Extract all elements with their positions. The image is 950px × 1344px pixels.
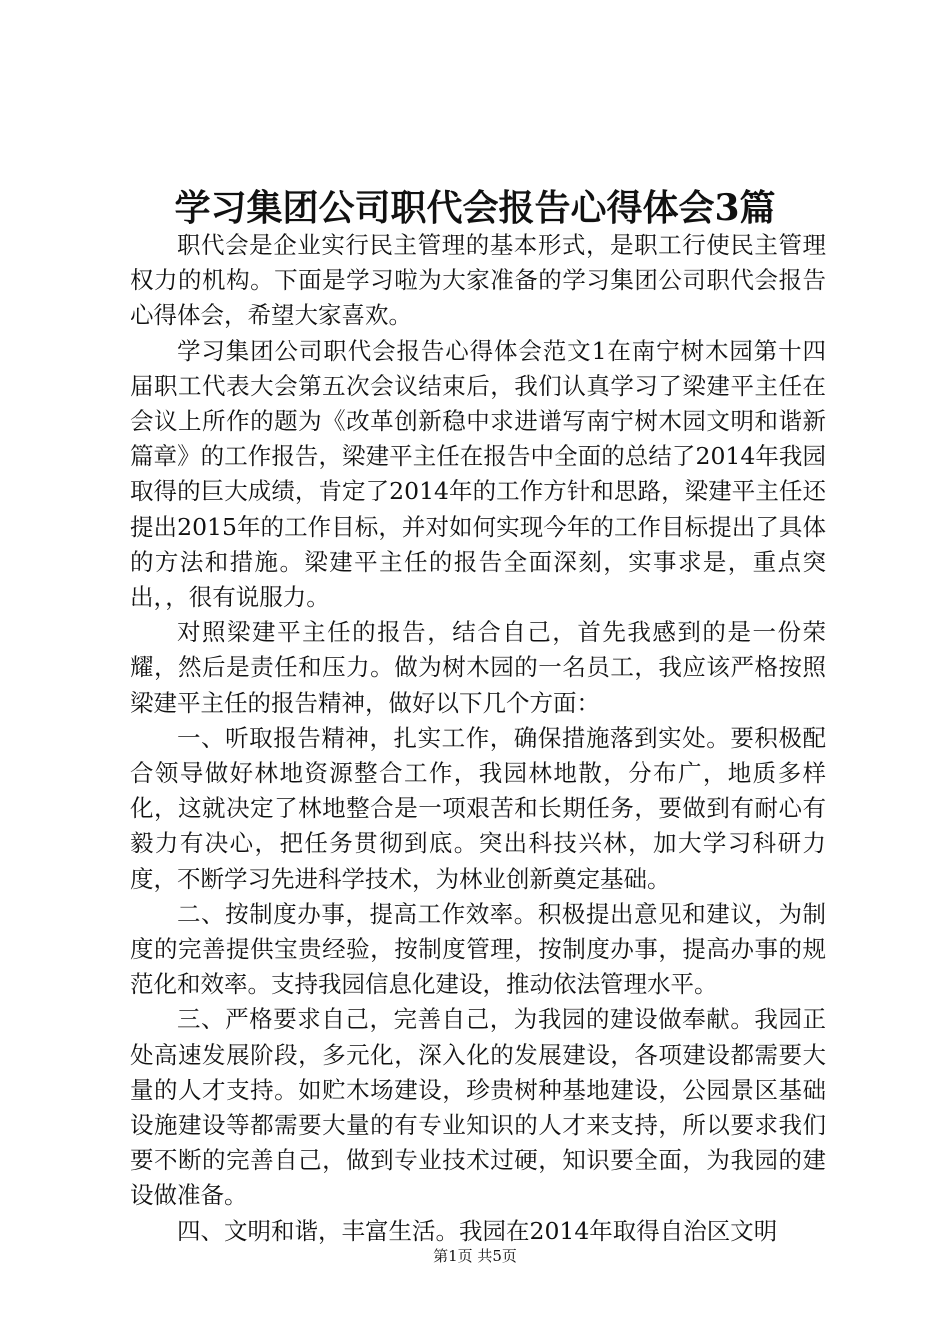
paragraph-essay-1: 学习集团公司职代会报告心得体会范文1在南宁树木园第十四届职工代表大会第五次会议结束后，我们认真学习了梁建平主任在会议上所作的题为《改革创新稳中求进谱写南宁树木园文明和谐新篇章》的工作报告，梁建平主任在报告中全面的总结了2014年我园取得的巨大成绩，肯定了2014年的工作方针和思路，梁建平主任还提出2015年的工作目标，并对如何实现今年的工作目标提出了具体的方法和措施。梁建平主任的报告全面深刻，实事求是，重点突出，，很有说服力。 xyxy=(130,336,826,612)
paragraph-point-2: 二、按制度办事，提高工作效率。积极提出意见和建议，为制度的完善提供宝贵经验，按制度管理，按制度办事，提高办事的规范化和效率。支持我园信息化建设，推动依法管理水平。 xyxy=(130,899,826,999)
document-body xyxy=(130,228,826,1249)
paragraph-intro: 职代会是企业实行民主管理的基本形式，是职工行使民主管理权力的机构。下面是学习啦为大家准备的学习集团公司职代会报告心得体会，希望大家喜欢。 xyxy=(130,231,826,330)
page-total: 共5页 xyxy=(477,1247,517,1265)
document-title: 学习集团公司职代会报告心得体会3篇 xyxy=(174,187,776,230)
paragraph-point-3: 三、严格要求自己，完善自己，为我园的建设做奉献。我园正处高速发展阶段，多元化，深入化的发展建设，各项建设都需要大量的人才支持。如贮木场建设，珍贵树种基地建设，公园景区基础设施建设等都需要大量的有专业知识的人才来支持，所以要求我们要不断的完善自己，做到专业技术过硬，知识要全面，为我园的建设做准备。 xyxy=(130,1005,826,1210)
paragraph-point-1: 一、听取报告精神，扎实工作，确保措施落到实处。要积极配合领导做好林地资源整合工作，我园林地散，分布广，地质多样化，这就决定了林地整合是一项艰苦和长期任务，要做到有耐心有毅力有决心，把任务贯彻到底。突出科技兴林，加大学习科研力度，不断学习先进科学技术，为林业创新奠定基础。 xyxy=(130,723,826,893)
paragraph-reflection: 对照梁建平主任的报告，结合自己，首先我感到的是一份荣耀，然后是责任和压力。做为树木园的一名员工，我应该严格按照梁建平主任的报告精神，做好以下几个方面： xyxy=(130,618,826,717)
page-number: 第1页 xyxy=(433,1247,473,1265)
page-footer xyxy=(0,1245,950,1267)
paragraph-point-4: 四、文明和谐，丰富生活。我园在2014年取得自治区文明 xyxy=(177,1216,778,1245)
